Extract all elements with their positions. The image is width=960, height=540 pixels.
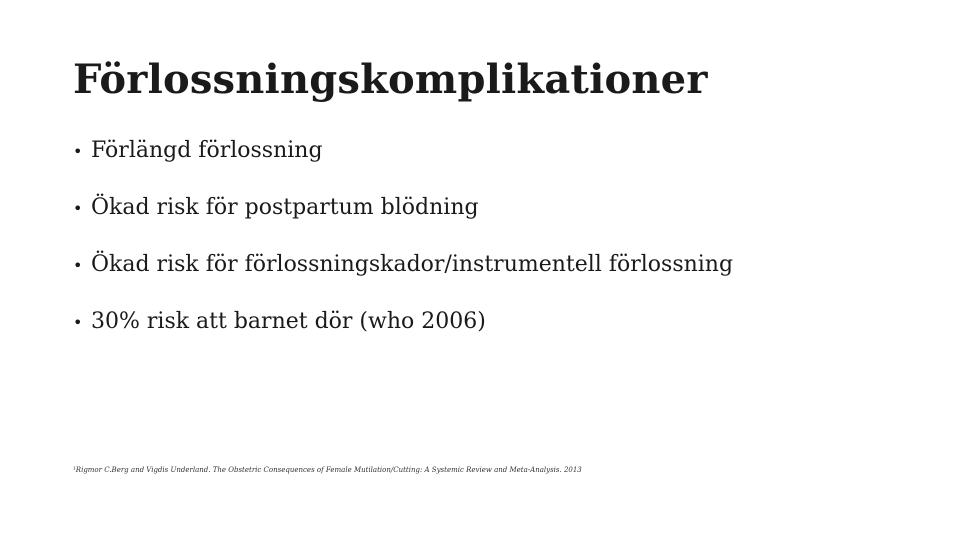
bullet-marker: • xyxy=(73,199,83,218)
bullet-item xyxy=(73,309,733,366)
bullet-marker: • xyxy=(73,142,83,161)
bullet-text: Ökad risk för postpartum blödning xyxy=(91,195,479,220)
bullet-item xyxy=(73,138,733,195)
bullet-item xyxy=(73,195,733,252)
bullet-text: Förlängd förlossning xyxy=(91,138,323,163)
bullet-list xyxy=(73,138,733,366)
bullet-text: Ökad risk för förlossningskador/instrumentell förlossning xyxy=(91,252,734,277)
slide-title: Förlossningskomplikationer xyxy=(73,56,708,103)
bullet-marker: • xyxy=(73,313,83,332)
bullet-item xyxy=(73,252,733,309)
bullet-text: 30% risk att barnet dör (who 2006) xyxy=(91,309,486,334)
bullet-marker: • xyxy=(73,256,83,275)
footnote-citation: ¹Rigmor C.Berg and Vigdis Underland. The Obstetric Consequences of Female Mutilation/Cutting: A Systemic Review and Meta-Analysis. 2013 xyxy=(73,466,582,474)
